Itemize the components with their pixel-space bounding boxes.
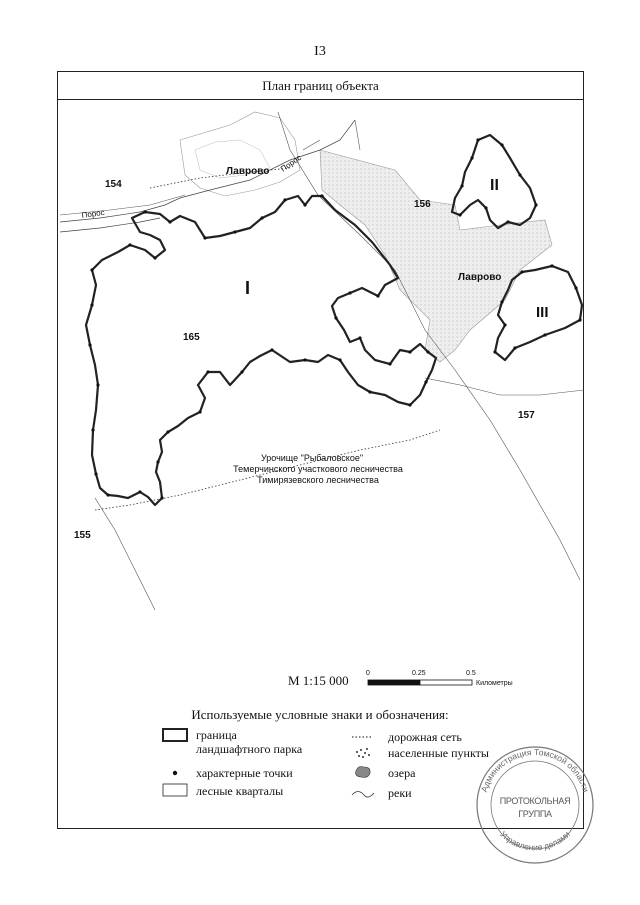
official-stamp xyxy=(476,746,594,864)
stamp-center-line2: ГРУППА xyxy=(518,809,552,819)
scale-tick-0: 0 xyxy=(366,670,370,677)
tract-label-line2: Темерчинского участкового лесничества xyxy=(233,464,403,474)
quarter-label-157: 157 xyxy=(518,410,535,421)
quarter-label-156: 156 xyxy=(414,199,431,210)
village-label-east: Лаврово xyxy=(458,272,502,283)
zone-label-1: I xyxy=(245,278,251,298)
quarter-label-165: 165 xyxy=(183,332,200,343)
stamp-ring-top: Администрация Томской области xyxy=(478,746,592,794)
legend-settlement-symbol xyxy=(356,748,370,758)
tract-label-line1: Урочище "Рыбаловское" xyxy=(260,453,364,463)
scale-tick-1: 0.25 xyxy=(412,670,426,677)
legend-lakes-label: озера xyxy=(388,766,416,780)
scale-label: М 1:15 000 xyxy=(288,673,349,688)
village-label-west: Лаврово xyxy=(226,166,270,177)
scale-bar xyxy=(368,680,472,685)
quarter-label-154: 154 xyxy=(105,179,122,190)
legend-rivers-label: реки xyxy=(388,786,412,800)
legend-quarters-label: лесные кварталы xyxy=(196,784,284,798)
legend-point-symbol xyxy=(173,771,177,775)
legend-river-symbol xyxy=(352,792,374,798)
legend-quarter-symbol xyxy=(163,784,187,796)
river-label-a: Порос xyxy=(81,207,106,220)
map-title: План границ объекта xyxy=(58,72,583,100)
legend-boundary-label: граница ландшафтного парка xyxy=(196,728,303,756)
legend-boundary-symbol xyxy=(163,729,187,741)
quarter-label-155: 155 xyxy=(74,530,91,541)
river-label-b: Порос xyxy=(278,153,304,174)
stamp-ring-bottom: Управление делами xyxy=(498,829,572,853)
scale-tick-2: 0.5 xyxy=(466,670,476,677)
legend-settlements-label: населенные пункты xyxy=(388,746,489,760)
legend-roads-label: дорожная сеть xyxy=(388,730,462,744)
tract-label-line3: Тимирязевского лесничества xyxy=(257,475,379,485)
legend-points-label: характерные точки xyxy=(196,766,293,780)
legend-lake-symbol xyxy=(356,767,371,778)
settlement-east-area xyxy=(320,150,552,362)
page-number: I3 xyxy=(314,44,326,59)
stamp-center-line1: ПРОТОКОЛЬНАЯ xyxy=(499,796,571,806)
legend-title: Используемые условные знаки и обозначения: xyxy=(191,707,449,722)
zone-label-3: III xyxy=(536,304,549,321)
scale-unit: Километры xyxy=(476,680,513,687)
zone-label-2: II xyxy=(490,177,499,194)
